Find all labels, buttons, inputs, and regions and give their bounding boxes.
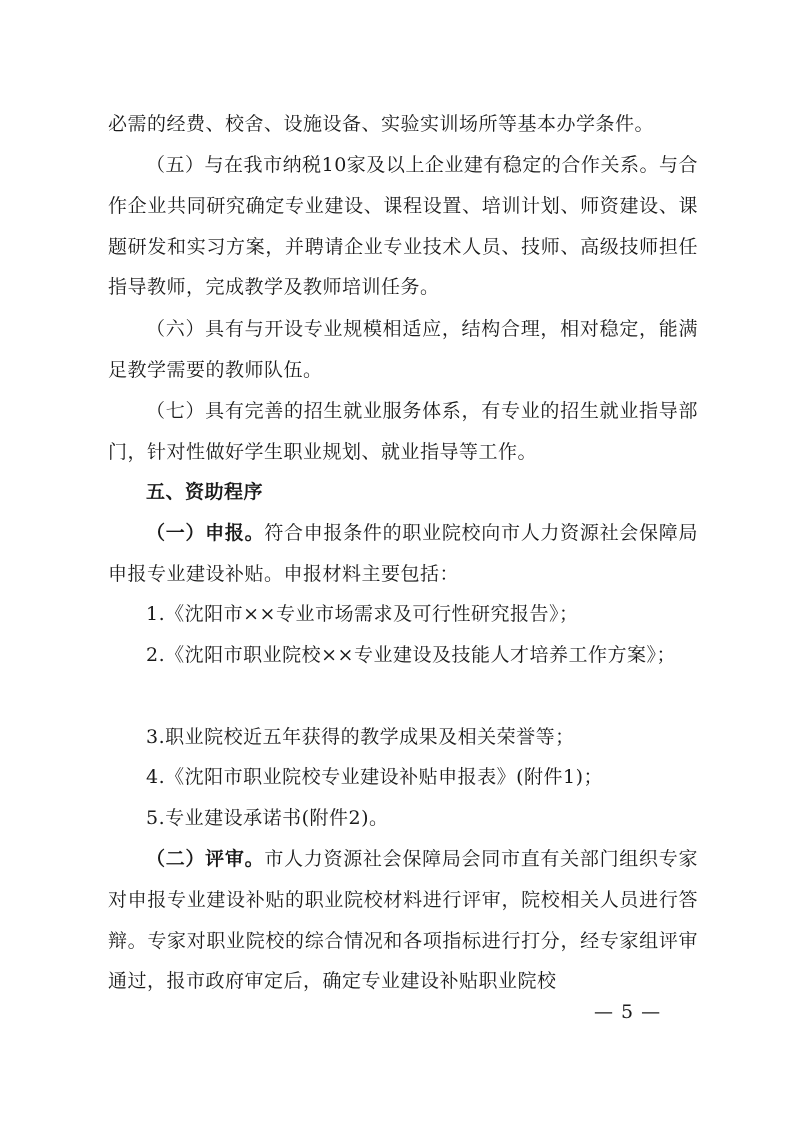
paragraph-text: （五）与在我市纳税10家及以上企业建有稳定的合作关系。与合作企业共同研究确定专业建设、课程设置、培训计划、师资建设、课题研发和实习方案，并聘请企业专业技术人员、技师、高级技师担任指导教师，完成教学及教师培训任务。 bbox=[108, 154, 698, 299]
paragraph-school-conditions bbox=[108, 104, 698, 145]
heading-text: 五、资助程序 bbox=[146, 481, 264, 503]
paragraph-text: （七）具有完善的招生就业服务体系，有专业的招生就业指导部门，针对性做好学生职业规划、就业指导等工作。 bbox=[108, 400, 698, 463]
paragraph-item-5 bbox=[108, 145, 698, 308]
paragraph-review bbox=[108, 839, 698, 1002]
paragraph-text: 必需的经费、校舍、设施设备、实验实训场所等基本办学条件。 bbox=[108, 113, 655, 135]
page-number: — 5 — bbox=[594, 1001, 662, 1023]
paragraph-item-7 bbox=[108, 391, 698, 473]
paragraph-text: 市人力资源社会保障局会同市直有关部门组织专家对申报专业建设补贴的职业院校材料进行评审，院校相关人员进行答辩。专家对职业院校的综合情况和各项指标进行打分，经专家组评审通过，报市政府审定后，确定专业建设补贴职业院校 bbox=[108, 848, 698, 993]
list-item-text: 1.《沈阳市××专业市场需求及可行性研究报告》； bbox=[146, 603, 579, 625]
list-item-1 bbox=[108, 594, 698, 635]
paragraph-text: （六）具有与开设专业规模相适应，结构合理，相对稳定，能满足教学需要的教师队伍。 bbox=[108, 318, 698, 381]
section-heading-funding-procedure bbox=[108, 472, 698, 513]
list-item-2 bbox=[108, 635, 698, 676]
paragraph-lead: （一）申报。 bbox=[146, 522, 265, 544]
list-item-text: 2.《沈阳市职业院校××专业建设及技能人才培养工作方案》； bbox=[146, 644, 676, 666]
list-item-5 bbox=[108, 798, 698, 839]
list-item-text: 3.职业院校近五年获得的教学成果及相关荣誉等； bbox=[146, 726, 575, 748]
paragraph-text: 符合申报条件的职业院校向市人力资源社会保障局申报专业建设补贴。申报材料主要包括： bbox=[108, 522, 698, 585]
paragraph-application bbox=[108, 513, 698, 595]
paragraph-lead: （二）评审。 bbox=[146, 848, 265, 870]
list-item-3 bbox=[108, 717, 698, 758]
list-item-text: 4.《沈阳市职业院校专业建设补贴申报表》(附件1)； bbox=[146, 766, 604, 788]
list-item-4 bbox=[108, 757, 698, 798]
list-item-text: 5.专业建设承诺书(附件2)。 bbox=[146, 807, 389, 829]
paragraph-item-6 bbox=[108, 309, 698, 391]
